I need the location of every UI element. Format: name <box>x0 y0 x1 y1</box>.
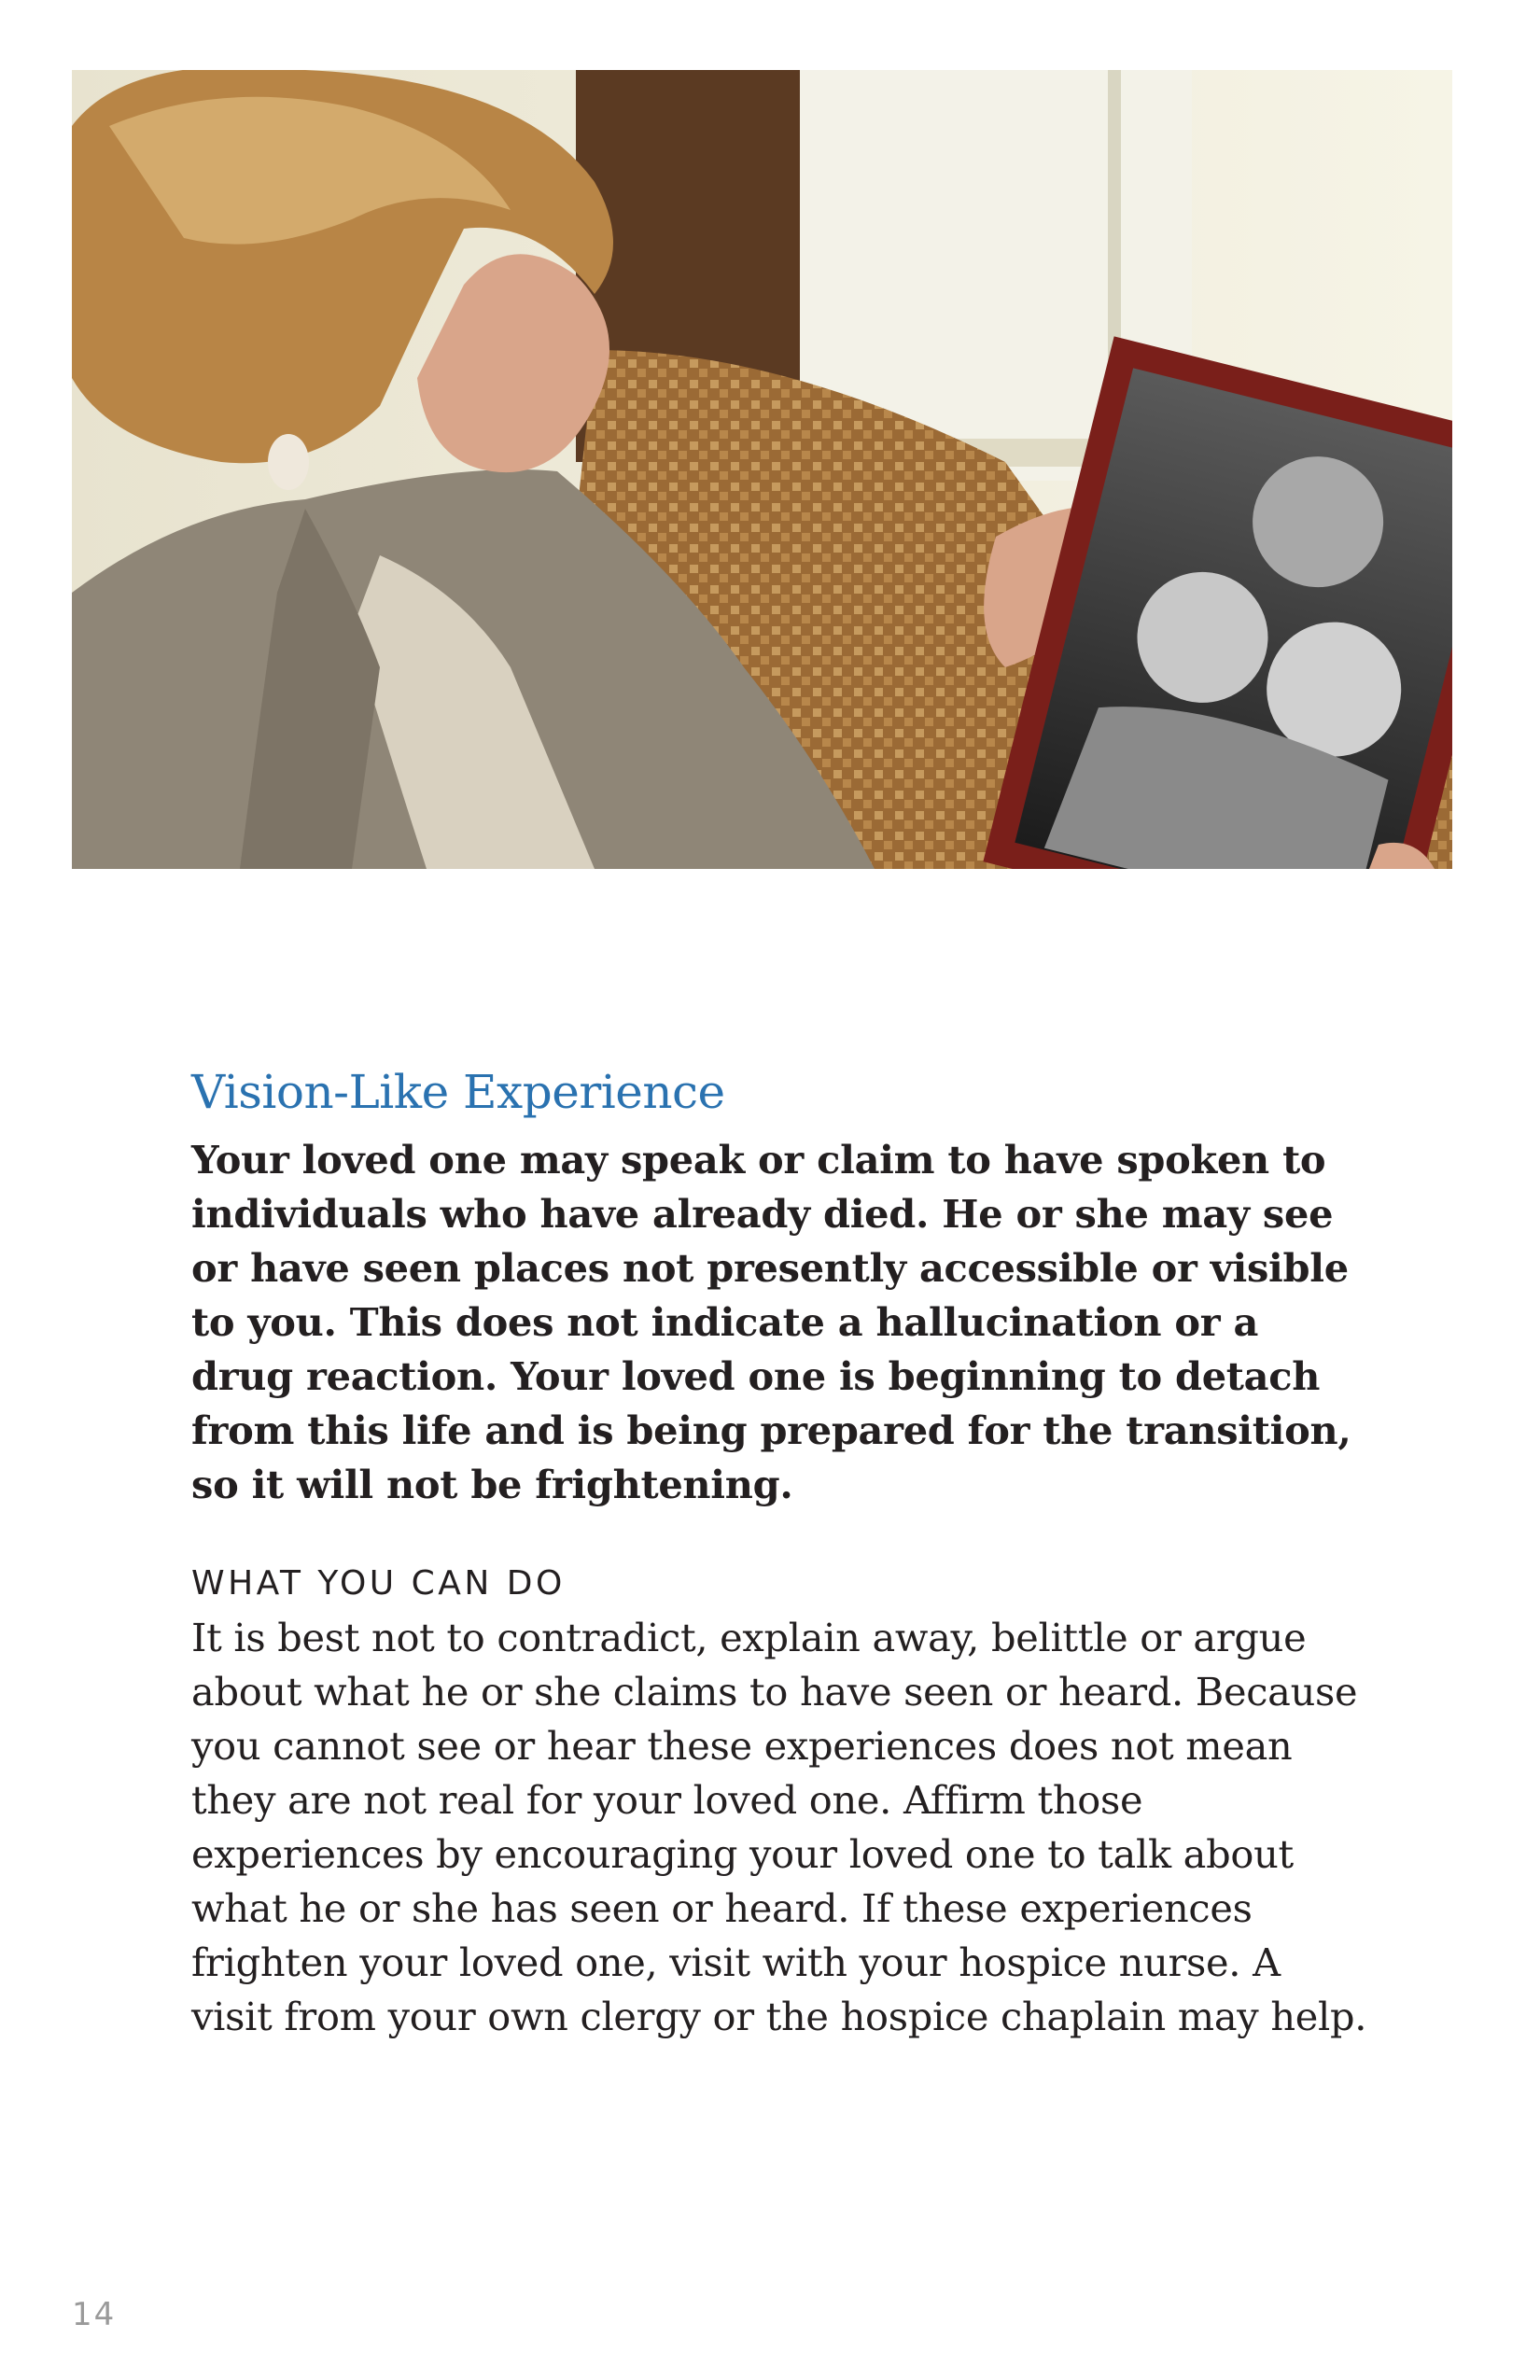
article <box>191 1055 1367 2044</box>
photo-woman-holding-framed-picture <box>72 70 1452 869</box>
lead-paragraph: Your loved one may speak or claim to have spoken to individuals who have already died. He or she may see or have seen places not presently accessible or visible to you. This does not indicate a hallucination or a drug reaction. Your loved one is beginning to detach from this life and is being prepared for the transition, so it will not be frightening. <box>191 1137 1351 1507</box>
what-you-can-do-heading: WHAT YOU CAN DO <box>191 1564 566 1603</box>
section-heading: Vision-Like Experience <box>191 1065 725 1119</box>
body-paragraph: It is best not to contradict, explain away, belittle or argue about what he or she claims to have seen or heard. Because you cannot see or hear these experiences does not mean they are not real for your loved one. Affirm those experiences by encouraging your loved one to talk about what he or she has seen or heard. If these experiences frighten your loved one, visit with your hospice nurse. A visit from your own clergy or the hospice chaplain may help. <box>191 1615 1367 2039</box>
page-number: 14 <box>72 2296 117 2333</box>
